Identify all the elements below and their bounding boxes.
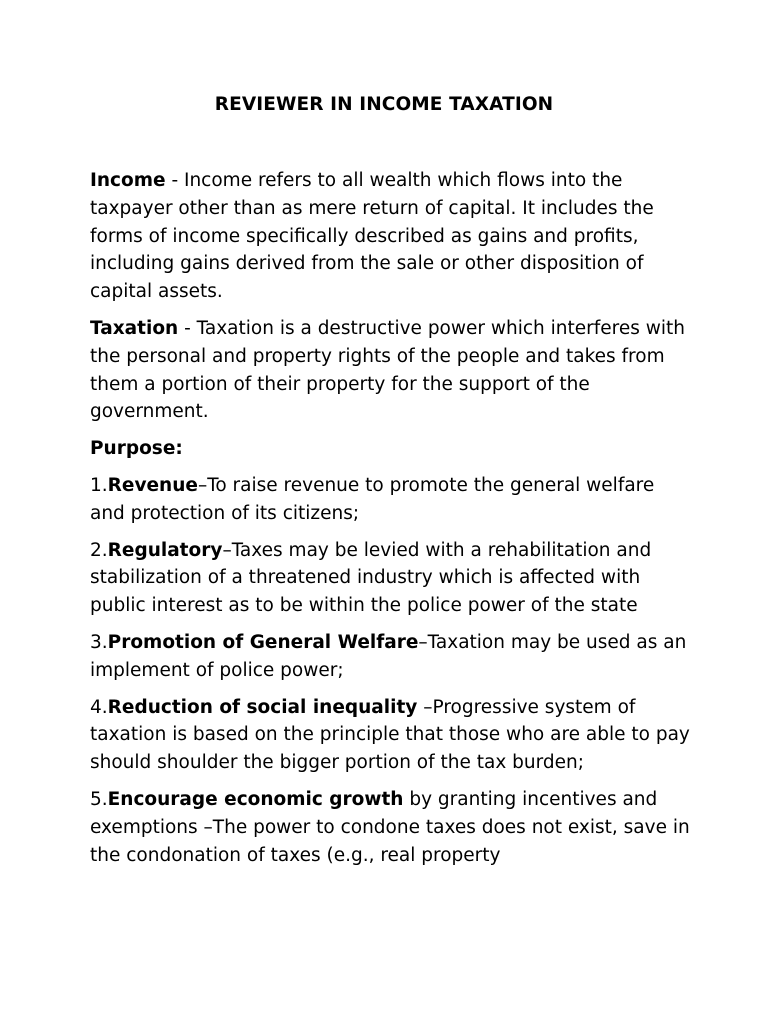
item-text: –Taxes may be levied with a rehabilitation and stabilization of a threatened industry which is affected with public interest as to be within the police power of the state: [90, 539, 652, 617]
item-text: –Taxation may be used as an implement of police power;: [90, 631, 687, 681]
item-label: Promotion of General Welfare: [107, 631, 419, 653]
item-number: 3.: [90, 631, 108, 653]
purpose-item-economic-growth: [90, 786, 690, 869]
item-text: –Progressive system of taxation is based on the principle that those who are able to pay should shoulder the bigger portion of the tax burden;: [90, 696, 690, 774]
definition-text: - Income refers to all wealth which flows into the taxpayer other than as mere return of capital. It includes the forms of income specifically described as gains and profits, including gains derived from the sale or other disposition of capital assets.: [90, 170, 654, 303]
definition-taxation: [90, 315, 690, 426]
item-number: 5.: [90, 788, 108, 810]
definition-income: [90, 167, 690, 306]
item-label: Encourage economic growth: [107, 788, 404, 810]
item-number: 4.: [90, 696, 108, 718]
definition-text: - Taxation is a destructive power which interferes with the personal and property rights of the people and takes from them a portion of their property for the support of the government.: [90, 317, 686, 423]
item-text: by granting incentives and exemptions –The power to condone taxes does not exist, save in the condonation of taxes (e.g., real property: [90, 788, 690, 866]
item-number: 2.: [90, 539, 108, 561]
item-label: Regulatory: [107, 539, 223, 561]
item-number: 1.: [90, 474, 108, 496]
item-label: Revenue: [107, 474, 198, 496]
document-body: [90, 167, 690, 878]
purpose-item-social-inequality: [90, 694, 690, 777]
purpose-item-general-welfare: [90, 629, 690, 685]
item-text: –To raise revenue to promote the general welfare and protection of its citizens;: [90, 474, 655, 524]
heading-label: Purpose:: [90, 438, 183, 460]
term-label: Income: [90, 170, 166, 191]
purpose-item-revenue: [90, 472, 690, 528]
term-label: Taxation: [90, 317, 179, 339]
purpose-heading: [90, 435, 690, 463]
item-label: Reduction of social inequality: [107, 696, 418, 718]
document-title: REVIEWER IN INCOME TAXATION: [214, 94, 554, 115]
purpose-item-regulatory: [90, 537, 690, 620]
